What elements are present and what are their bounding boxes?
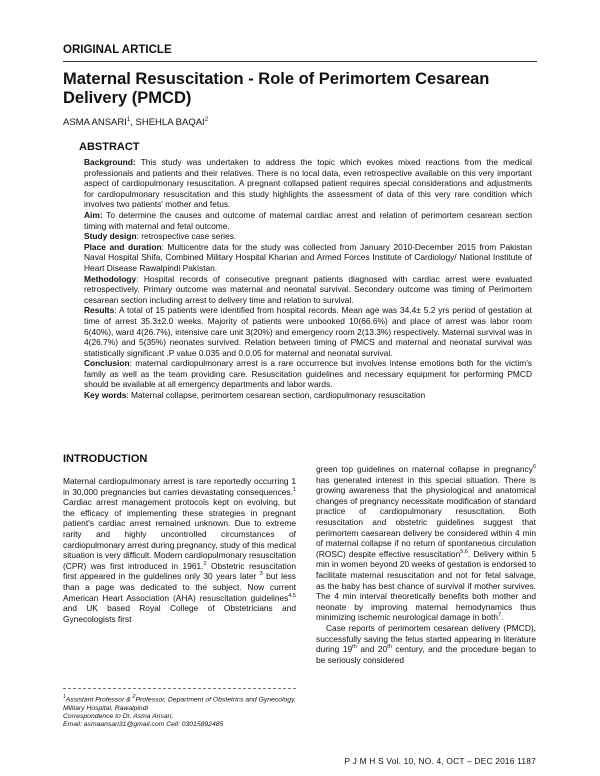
citation: 3 [259,571,263,578]
abstract-keywords [84,390,532,401]
background-label: Background: [84,157,136,167]
header-rule [63,61,537,62]
abstract-methodology [84,274,532,306]
ordinal: th [387,644,392,651]
conclusion-label: Conclusion [84,358,130,369]
ordinal: th [352,644,357,651]
footnote-mark: 2 [132,694,136,700]
abstract-results [84,305,532,358]
intro-paragraph-1 [63,476,296,624]
intro-text: has generated interest in this special situation. There is growing awareness that the physiological and anatomical changes of pregnancy necessitate modification of standard practice of cardiopulmonary resuscitation. Both resuscitation and obstetric guidelines suggest that perimortem caesarean delivery be considered within 4 min of maternal collapse if no return of spontaneous circulation (ROSC) despite effective resuscitation [316,474,536,559]
design-label: Study design [84,231,137,242]
affiliation-line [63,693,296,713]
contact-line: Email: asmaansari31@gmail.com Cell: 03015892485 [63,721,224,729]
design-text: : retrospective case series. [136,231,237,242]
author-2-affiliation: 2 [204,117,209,123]
abstract-heading: ABSTRACT [79,141,140,153]
author-footnote [63,693,296,730]
article-title: Maternal Resuscitation - Role of Perimortem Cesarean Delivery (PMCD) [63,70,490,107]
abstract-body [84,157,532,401]
place-label: Place and duration [84,241,162,252]
author-separator: , [130,117,136,129]
abstract-aim [84,210,532,231]
results-text: : A total of 15 patients were identified from hospital records. Mean age was 34.4± 5.2 yrs period of gestation at time of arrest 35.3±2.0 weeks. Majority of patients were unbooked 10(66.6%) and place of arrest was labor room 6(40%), ward 4(26.7%), intensive care unit 3(20%) and emergency room 2(13.3%) respectively. Maternal survival was in 4(26.7%) and 5(35%) neonates survived. Relation between timing of PMCS and maternal and neonatal survival was statistically significant .P value 0.035 and 0.0.05 for maternal and neonatal survival. [84,305,532,358]
intro-text: . [501,612,504,623]
introduction-heading: INTRODUCTION [63,453,148,465]
intro-text: and UK based Royal College of Obstetricians and Gynecologists first [63,603,296,624]
aim-text: To determine the causes and outcome of maternal cardiac arrest and relation of perimortem cesarean section timing with maternal and fetal outcome. [84,209,532,231]
correspondence-line: Correspondence to Dr. Asma Ansari, [63,713,174,721]
methodology-label: Methodology [84,273,137,284]
abstract-place [84,242,532,274]
methodology-text: : Hospital records of consecutive pregnant patients diagnosed with cardiac arrest were evaluated retrospectively. Primary outcome was maternal and neonatal survival. Secondary outcome was timing of Perimortem cesarean section including arrest to delivery time and relation to survival. [84,273,532,305]
introduction-right-column [316,464,536,665]
journal-footer: P J M H S Vol. 10, NO. 4, OCT – DEC 2016 1187 [344,756,536,766]
footnote-text: Assistant Professor & [65,696,133,704]
abstract-conclusion [84,358,532,390]
keywords-label: Key words [84,390,127,401]
aim-label: Aim: [84,209,103,220]
footnote-text: Professor, Department of Obstetrics and Gynecology, Military Hospital, Rawalpindi [63,696,296,712]
citation: 6 [532,464,536,471]
background-text: This study was undertaken to address the topic which evokes mixed reactions from the medical professionals and patients and their relatives. There is no local data, even retrospective available on this very important aspect of cardiopulmonary resuscitation. A pregnant collapsed patient requires special considerations and adjustments for cardiopulmonary resuscitation and this study highlights the assessment of data of this very rare condition which involves two patients' mother and fetus. [84,157,532,210]
authors [63,117,208,128]
citation: 1 [292,486,296,493]
intro-paragraph-2 [316,464,536,623]
intro-text: century, and the procedure began to be seriously considered [316,644,536,665]
citation: 4,5 [288,592,296,599]
place-text: : Multicentre data for the study was collected from January 2010-December 2015 from Pakistan Naval Hospital Shifa, Combined Military Hospital Kharian and Armed Forces Institute of Cardiology/ National Institute of Heart Disease Rawalpindi Pakistan. [84,241,532,273]
citation: 2 [203,560,207,567]
abstract-design [84,231,532,242]
author-1: ASMA ANSARI [63,117,127,129]
intro-text: Cardiac arrest management protocols kept on evolving, but the efficacy of implementing these strategies in pregnant patient's cardiac arrest remained unknown. Due to extreme rarity and highly uncontrolled circumstances of cardiopulmonary arrest during pregnancy, study of this medical situation is very difficult. Modern cardiopulmonary resuscitation (CPR) was first introduced in 1961. [63,497,296,571]
intro-text: and 20 [356,644,388,655]
intro-text: green top guidelines on maternal collapse in pregnancy [316,464,533,474]
introduction-left-column [63,476,296,624]
intro-text: but less than a page was dedicated to the subject. Now current American Heart Association (AHA) resuscitation guidelines [63,571,296,603]
results-label: Results [84,305,115,316]
intro-text: Maternal cardiopulmonary arrest is rare reportedly occurring 1 in 30,000 pregnancies but carries devastating consequences. [63,476,296,497]
citation: 7 [498,612,502,619]
keywords-text: : Maternal collapse, perimortem cesarean section, cardiopulmonary resuscitation [126,390,426,401]
conclusion-text: : maternal cardiopulmonary arrest is a rare occurrence but involves intense emotions both for the victim's family as well as the team providing care. Resuscitation guidelines and necessary equipment for performing PMCD should be available at all emergency departments and labor wards. [84,358,532,390]
intro-text: Obstetric resuscitation first appeared in the guidelines only 30 years later [63,560,296,582]
author-2: SHEHLA BAQAI [135,117,205,129]
intro-paragraph-3 [316,623,536,665]
footnote-mark: 1 [63,694,66,700]
citation: 5,6 [460,548,468,555]
intro-text: . Delivery within 5 min in women beyond 20 weeks of gestation is endorsed to facilitate maternal resuscitation and not for fetal salvage, as the baby has best chance of survival if mother survives. The 4 min interval theoretically benefits both mother and neonate by improving maternal hemodynamics thus minimizing ischemic neurological damage in both [316,548,536,623]
abstract-background [84,157,532,210]
article-type: ORIGINAL ARTICLE [63,44,172,56]
footnote-divider [63,688,296,689]
author-1-affiliation: 1 [126,117,131,123]
intro-text: Case reports of perimortem cesarean delivery (PMCD), successfully saving the fetus started appearing in literature during 19 [316,622,536,655]
